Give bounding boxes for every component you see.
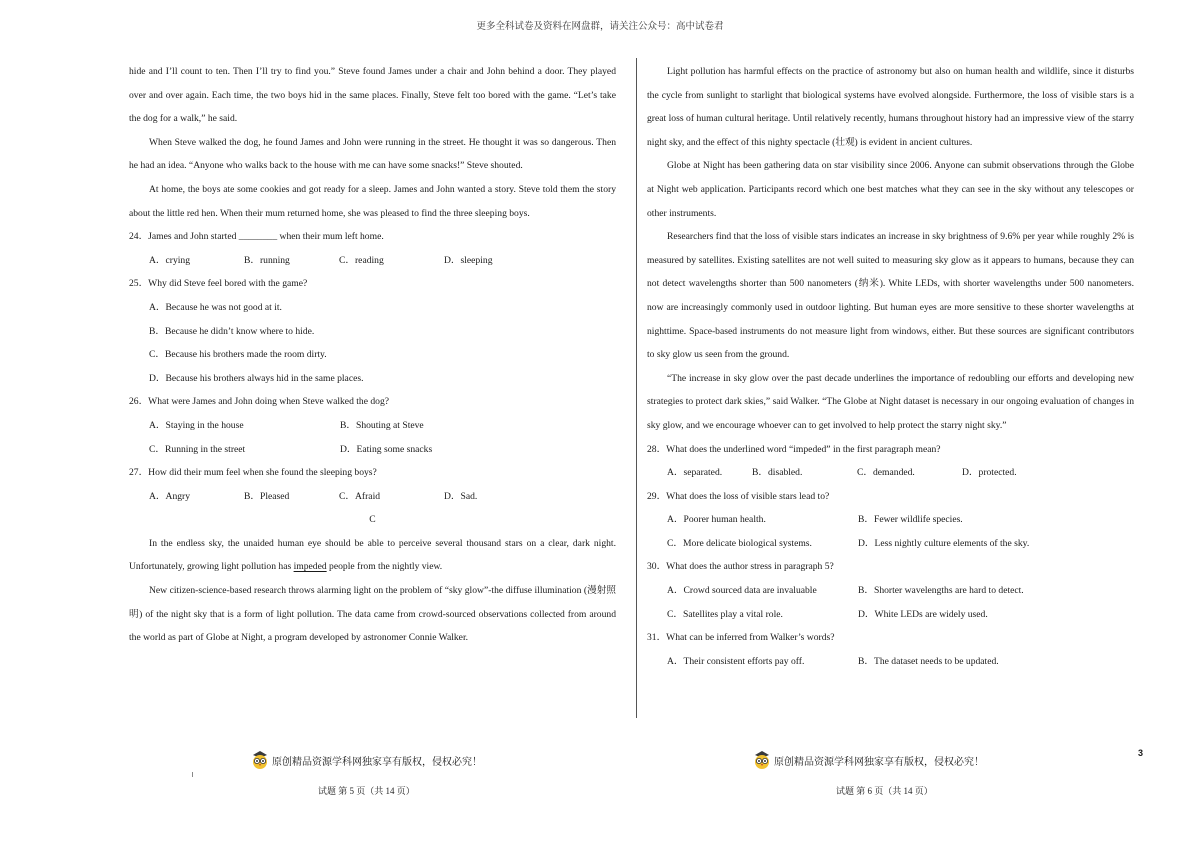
option-b: B．Because he didn’t know where to hide. [149,325,315,337]
underlined-word: impeded [293,561,327,573]
question-29-options-row-2 [647,532,1134,556]
option-b: B．Shouting at Steve [340,419,424,431]
footer-page-right: 试题 第 6 页（共 14 页） [836,786,933,796]
option-a: A．Poorer human health. [667,514,766,526]
margin-mark [192,772,193,777]
question-29: 29．What does the loss of visible stars lead to? [647,490,830,502]
question-27-options [129,485,616,509]
question-31: 31．What can be inferred from Walker’s words? [647,632,835,644]
question-26-options-row-1 [129,414,616,438]
option-c: C．Afraid [339,490,381,502]
option-b: B．disabled. [752,467,803,479]
option-a: A．Because he was not good at it. [149,301,282,313]
passage-c-paragraph-2: New citizen-science-based research throws alarming light on the problem of “sky glow”-the diffuse illumination (漫射照明) of the night sky that is a form of light pollution. The data came from crowd-sourced observations collected from around the world as part of Globe at Night, a program developed by astronomer Connie Walker. [129,585,616,644]
page-header: 更多全科试卷及资料在网盘群，请关注公众号：高中试卷君 [476,22,724,32]
option-d: D．White LEDs are widely used. [858,608,988,620]
passage-text: people from the nightly view. [326,561,443,573]
story-paragraph-2: When Steve walked the dog, he found James and John were running in the street. He thought it was so dangerous. Then he had an idea. “Anyone who walks back to the house with me can have some snacks!” Steve shouted. [129,136,616,172]
copyright-text: 原创精品资源学科网独家享有版权，侵权必究！ [774,756,984,768]
question-31-options [647,650,1134,674]
copyright-text: 原创精品资源学科网独家享有版权，侵权必究！ [272,756,482,768]
option-b: B．Shorter wavelengths are hard to detect. [858,585,1024,597]
left-column [129,60,616,650]
footer-page-left: 试题 第 5 页（共 14 页） [318,786,415,796]
question-30: 30．What does the author stress in paragraph 5? [647,561,834,573]
question-30-options-row-2 [647,603,1134,627]
option-c: C．More delicate biological systems. [667,537,812,549]
column-divider [636,58,637,718]
page-number: 3 [1138,748,1144,758]
option-b: B．Fewer wildlife species. [858,514,963,526]
owl-logo-icon [752,750,772,770]
option-d: D．protected. [962,467,1017,479]
option-d: D．sleeping [444,254,493,266]
option-c: C．Running in the street [149,443,246,455]
option-c: C．Satellites play a vital role. [667,608,783,620]
option-a: A．Angry [149,490,191,502]
question-30-options-row-1 [647,579,1134,603]
owl-logo-icon [250,750,270,770]
passage-c-paragraph-4: Globe at Night has been gathering data on star visibility since 2006. Anyone can submit observations through the Globe at Night web application. Participants record which one best matches what they can see in the sky without any telescopes or other instruments. [647,160,1134,219]
section-heading: C [369,514,376,526]
option-d: D．Eating some snacks [340,443,433,455]
question-26: 26．What were James and John doing when Steve walked the dog? [129,396,390,408]
question-24-options [129,249,616,273]
story-paragraph-3: At home, the boys ate some cookies and got ready for a sleep. James and John wanted a story. Steve told them the story about the little red hen. When their mum returned home, she was pleased to find the three sleeping boys. [129,183,616,219]
option-a: A．Their consistent efforts pay off. [667,655,805,667]
option-a: A．Staying in the house [149,419,244,431]
option-a: A．crying [149,254,191,266]
passage-c-paragraph-1 [129,532,616,579]
passage-c-paragraph-5: Researchers find that the loss of visible stars indicates an increase in sky brightness of 9.6% per year while roughly 2% is measured by satellites. Existing satellites are not well suited to measuring sky glow as it appears to humans, because they can not detect wavelengths shorter than 500 nanometers (纳米). White LEDs, with shorter wavelengths under 500 nanometers. now are increasingly commonly used in outdoor lighting. But human eyes are more sensitive to these shorter wavelengths at nighttime. Space-based instruments do not measure light from windows, either. But these sources are significant contributors to sky glow us seen from the ground. [647,231,1134,361]
right-column [647,60,1134,673]
option-c: C．demanded. [857,467,915,479]
option-b: B．Pleased [244,490,290,502]
question-28-options [647,461,1134,485]
option-b: B．The dataset needs to be updated. [858,655,999,667]
passage-text: In the endless sky, the unaided human eye should be able to perceive several thousand stars on a clear, dark night. Unfortunately, growing light pollution has [129,537,616,573]
question-28: 28．What does the underlined word “impeded” in the first paragraph mean? [647,443,941,455]
option-d: D．Less nightly culture elements of the sky. [858,537,1030,549]
passage-c-paragraph-3: Light pollution has harmful effects on the practice of astronomy but also on human health and wildlife, since it disturbs the cycle from sunlight to starlight that biological systems have evolved alongside. Furthermore, the loss of visible stars is a great loss of human cultural heritage. Until relatively recently, humans throughout history had an impressive view of the starry night sky, and the effect of this nighty spectacle (壮观) is evident in ancient cultures. [647,66,1134,148]
option-a: A．separated. [667,467,723,479]
option-d: D．Sad. [444,490,478,502]
question-27: 27．How did their mum feel when she found the sleeping boys? [129,467,377,479]
question-24: 24．James and John started ________ when their mum left home. [129,231,384,243]
copyright-notice-left [250,750,482,770]
question-26-options-row-2 [129,438,616,462]
question-29-options-row-1 [647,508,1134,532]
option-c: C．Because his brothers made the room dirty. [149,349,327,361]
copyright-notice-right [752,750,984,770]
passage-c-paragraph-6: “The increase in sky glow over the past decade underlines the importance of redoubling our efforts and developing new strategies to protect dark skies,” said Walker. “The Globe at Night dataset is necessary in our ongoing evaluation of changes in sky glow, and we encourage whoever can to get involved to help protect the starry night sky.” [647,372,1134,431]
option-c: C．reading [339,254,384,266]
option-a: A．Crowd sourced data are invaluable [667,585,817,597]
option-d: D．Because his brothers always hid in the same places. [149,372,364,384]
question-25: 25．Why did Steve feel bored with the game? [129,278,308,290]
option-b: B．running [244,254,290,266]
story-paragraph-1: hide and I’ll count to ten. Then I’ll try to find you.” Steve found James under a chair and John behind a door. They played over and over again. Each time, the two boys hid in the same places. Finally, Steve felt too bored with the game. “Let’s take the dog for a walk,” he said. [129,66,616,125]
